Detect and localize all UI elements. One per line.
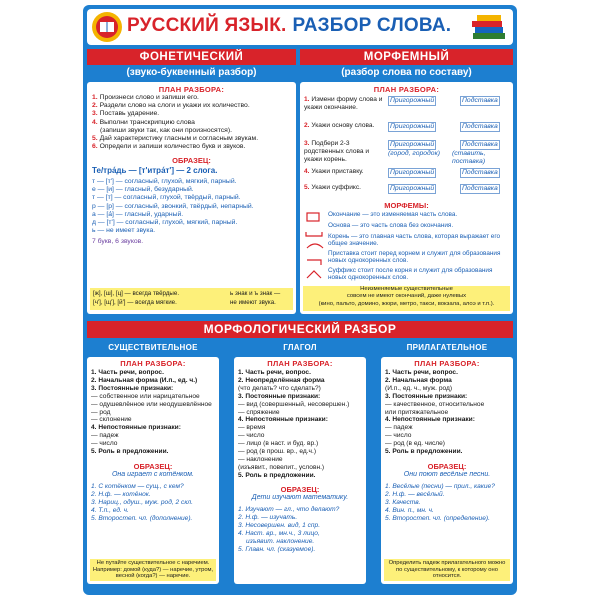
adjective-plan-title: ПЛАН РАЗБОРА: bbox=[414, 359, 480, 368]
plan-line: или притяжательное bbox=[385, 408, 449, 416]
plan-line: 1. Часть речи, вопрос. bbox=[238, 369, 311, 376]
plan-line: 3. Постоянные признаки: bbox=[385, 392, 468, 400]
example-line: 1. Весёлые (песни) — прил., какие? bbox=[385, 483, 495, 490]
morph-example: Подставка bbox=[462, 169, 498, 176]
phonetic-note bbox=[90, 288, 293, 310]
phonetic-steps bbox=[92, 94, 292, 151]
example-line: изъявит. наклонение. bbox=[246, 537, 315, 545]
phonetic-subtitle: (звуко-буквенный разбор) bbox=[126, 67, 257, 78]
morph-roots-1: (город, городок) bbox=[388, 150, 441, 157]
morphemes-title: МОРФЕМЫ: bbox=[384, 201, 429, 210]
sound-line: д — [т'] — согласный, глухой, мягкий, парный. bbox=[92, 219, 238, 227]
morpheme-def: Окончание — это изменяемая часть слова. bbox=[328, 211, 458, 218]
sound-line: ь — не имеет звука. bbox=[92, 227, 156, 235]
plan-line: — число bbox=[385, 432, 412, 440]
noun-example-sentence: Она играет с котёнком. bbox=[111, 471, 195, 478]
plan-line: — вид (совершенный, несовершен.) bbox=[238, 400, 350, 408]
sound-line: а — [а́] — гласный, ударный. bbox=[92, 210, 184, 218]
phonetic-step: (запиши звуки так, как они произносятся). bbox=[100, 126, 232, 134]
example-line: 5. Второстеп. чл. (определение). bbox=[385, 514, 490, 522]
plan-line: — число bbox=[91, 440, 118, 448]
example-line: 5. Главн. чл. (сказуемое). bbox=[238, 545, 316, 553]
morph-example: Пригорожный bbox=[390, 141, 435, 148]
plan-line: 5. Роль в предложении. bbox=[238, 471, 316, 479]
morphemic-note-line: Неизменяемые существительные bbox=[360, 286, 453, 292]
morphemic-plan-title: ПЛАН РАЗБОРА: bbox=[373, 85, 440, 94]
example-line: 5. Второстеп. чл. (дополнение). bbox=[91, 514, 193, 522]
verb-plan-title: ПЛАН РАЗБОРА: bbox=[267, 359, 333, 368]
plan-line: — число bbox=[238, 432, 265, 440]
morphemic-title: МОРФЕМНЫЙ bbox=[300, 49, 513, 65]
morphemic-subtitle: (разбор слова по составу) bbox=[341, 67, 472, 78]
plan-line: (изъявит., повелит., условн.) bbox=[238, 463, 325, 471]
morpheme-def: Корень — это главная часть слова, которая выражает его общее значение. bbox=[328, 233, 501, 248]
morphemic-note-line: совсем не имеют окончаний, даже нулевых bbox=[346, 293, 467, 300]
plan-line: — падеж bbox=[385, 424, 413, 432]
school-book-logo-icon bbox=[91, 11, 123, 43]
phonetic-step: 3. Поставь ударение. bbox=[92, 110, 160, 118]
example-line: 2. Н.ф. — изучать. bbox=[238, 513, 298, 521]
example-line: 4. Т.п., ед. ч. bbox=[91, 506, 129, 514]
plan-line: 3. Постоянные признаки: bbox=[91, 384, 174, 392]
plan-line: — собственное или нарицательное bbox=[91, 392, 200, 400]
morph-example: Подставка bbox=[462, 123, 498, 130]
morphemic-note-line: (кино, пальто, домино, жюри, метро, такси, вокзала, алоэ и т.п.). bbox=[318, 300, 495, 307]
plan-line: — спряжение bbox=[238, 408, 280, 416]
phonetic-note-hard: [ж], [ш], [ц] — всегда твёрдые. bbox=[93, 290, 180, 297]
plan-line: — склонение bbox=[91, 416, 132, 424]
plan-line: — наклонение bbox=[238, 455, 283, 463]
plan-line: 2. Начальная форма bbox=[385, 376, 452, 384]
noun-panel bbox=[87, 357, 219, 584]
phonetic-note-signs-2: не имеют звука. bbox=[230, 299, 276, 306]
morph-roots-2: (ставить, поставка) bbox=[452, 150, 486, 166]
adjective-example bbox=[385, 483, 511, 523]
example-line: 3. Качеств. bbox=[385, 498, 421, 506]
verb-plan bbox=[238, 369, 364, 480]
adjective-example-sentence: Они поют весёлые песни. bbox=[403, 471, 491, 478]
adjective-title: ПРИЛАГАТЕЛЬНОЕ bbox=[406, 343, 488, 352]
phonetic-note-soft: [ч'], [щ'], [й'] — всегда мягкие. bbox=[93, 299, 177, 306]
plan-line: 5. Роль в предложении. bbox=[91, 448, 169, 456]
adjective-panel bbox=[381, 357, 513, 584]
plan-line: — падеж bbox=[91, 432, 119, 440]
page-title bbox=[127, 15, 451, 37]
plan-line: 2. Неопределённая форма bbox=[238, 376, 325, 384]
plan-line: 2. Начальная форма (И.п., ед. ч.) bbox=[91, 376, 198, 384]
sound-line: т — [т] — согласный, глухой, твёрдый, парный. bbox=[92, 194, 241, 202]
plan-line: — время bbox=[238, 424, 266, 432]
phonetic-title: ФОНЕТИЧЕСКИЙ bbox=[87, 49, 296, 65]
morph-example: Пригорожный bbox=[390, 169, 435, 176]
noun-plan-title: ПЛАН РАЗБОРА: bbox=[120, 359, 186, 368]
morpheme-def: Приставка стоит перед корнем и служит для образования новых однокоренных слов. bbox=[328, 250, 501, 265]
morphemic-step: 3. Подбери 2-3 родственных слова и укажи корень. bbox=[304, 140, 370, 163]
phonetic-step: 2. Раздели слово на слоги и укажи их количество. bbox=[92, 102, 250, 110]
morpheme-def: Суффикс стоит после корня и служит для образования новых однокоренных слов. bbox=[328, 267, 493, 282]
morphemic-panel bbox=[300, 82, 513, 314]
phonetic-sounds bbox=[92, 178, 294, 247]
plan-line: 5. Роль в предложении. bbox=[385, 448, 463, 456]
morphemic-step: 1. Измени форму слова и укажи окончание. bbox=[304, 96, 383, 111]
morphemic-step: 2. Укажи основу слова. bbox=[304, 122, 375, 129]
example-line: 2. Н.ф. — котёнок. bbox=[91, 490, 151, 498]
adjective-plan bbox=[385, 369, 511, 456]
plan-line: 4. Непостоянные признаки: bbox=[385, 416, 475, 424]
example-line: 2. Н.ф. — весёлый. bbox=[385, 490, 445, 498]
morphemic-step: 5. Укажи суффикс. bbox=[304, 184, 361, 191]
phonetic-note-signs-1: ь знак и ъ знак — bbox=[230, 290, 281, 297]
adjective-note: Определить падеж прилагательного можно по существительному, к которому оно относится. bbox=[384, 559, 510, 581]
morpheme-signs-icon bbox=[304, 212, 326, 282]
plan-line: 4. Непостоянные признаки: bbox=[91, 424, 181, 432]
example-line: 1. Изучают — гл., что делают? bbox=[238, 506, 340, 513]
phonetic-example-word: Те/тра́дь — [т'итра́т'] — 2 слога. bbox=[92, 166, 218, 175]
example-line: 4. Наст. вр., мн.ч., 3 лицо, bbox=[238, 529, 320, 537]
morph-example: Пригорожный bbox=[390, 185, 435, 192]
verb-example-title: ОБРАЗЕЦ: bbox=[280, 485, 320, 494]
plan-line: — качественное, относительное bbox=[385, 400, 485, 408]
title-russian-language: РУССКИЙ ЯЗЫК. bbox=[127, 15, 287, 36]
phonetic-step: 1. Произнеси слово и запиши его. bbox=[92, 94, 199, 101]
plan-line: — род (в ед. числе) bbox=[385, 440, 445, 448]
noun-example-title: ОБРАЗЕЦ: bbox=[133, 462, 173, 471]
example-line: 3. Несовершен. вид, 1 спр. bbox=[238, 521, 321, 529]
morph-example: Подставка bbox=[462, 97, 498, 104]
title-word-analysis: РАЗБОР СЛОВА. bbox=[292, 15, 452, 36]
verb-title: ГЛАГОЛ bbox=[283, 343, 317, 352]
plan-line: (И.п., ед. ч., муж. род) bbox=[385, 384, 453, 392]
plan-line: — род bbox=[91, 408, 111, 416]
phonetic-step: 5. Дай характеристику гласным и согласным звукам. bbox=[92, 135, 259, 143]
morph-example: Пригорожный bbox=[390, 123, 435, 130]
verb-panel bbox=[234, 357, 366, 584]
example-line: 4. Вин. п., мн. ч. bbox=[385, 506, 434, 514]
noun-example bbox=[91, 483, 217, 523]
plan-line: (что делать? что сделать?) bbox=[238, 384, 321, 392]
plan-line: — лицо (в наст. и буд. вр.) bbox=[238, 440, 319, 448]
morphological-title: МОРФОЛОГИЧЕСКИЙ РАЗБОР bbox=[87, 321, 513, 338]
noun-note: Не путайте существительное с наречием. Например: домой (куда?) — наречие, утром, весной (когда?) — наречие. bbox=[90, 559, 216, 581]
morph-example: Подставка bbox=[462, 141, 498, 148]
noun-title: СУЩЕСТВИТЕЛЬНОЕ bbox=[108, 343, 198, 352]
plan-line: 1. Часть речи, вопрос. bbox=[385, 369, 458, 376]
plan-line: — одушевлённое или неодушевлённое bbox=[91, 400, 212, 408]
verb-example-sentence: Дети изучают математику. bbox=[251, 494, 349, 501]
morpheme-def: Основа — это часть слова без окончания. bbox=[328, 222, 454, 229]
sound-line: е — [и] — гласный, безударный. bbox=[92, 186, 194, 194]
sound-line: р — [р] — согласный, звонкий, твёрдый, непарный. bbox=[92, 202, 254, 210]
example-line: 1. С котёнком — сущ., с кем? bbox=[91, 483, 184, 490]
morphemic-step: 4. Укажи приставку. bbox=[304, 168, 364, 175]
verb-example bbox=[238, 506, 364, 553]
sound-line: т — [т'] — согласный, глухой, мягкий, парный. bbox=[92, 178, 237, 185]
stack-of-books-icon bbox=[469, 11, 509, 43]
morph-example: Подставка bbox=[462, 185, 498, 192]
phonetic-step: 4. Выполни транскрипцию слова bbox=[92, 118, 195, 126]
morph-example: Пригорожный bbox=[390, 97, 435, 104]
phonetic-panel bbox=[87, 82, 296, 314]
example-line: 3. Нариц., одуш., муж. род, 2 скл. bbox=[91, 498, 193, 506]
letters-sounds-count: 7 букв, 6 звуков. bbox=[92, 238, 144, 246]
plan-line: 1. Часть речи, вопрос. bbox=[91, 369, 164, 376]
phonetic-step: 6. Определи и запиши количество букв и звуков. bbox=[92, 143, 246, 151]
plan-line: 4. Непостоянные признаки: bbox=[238, 416, 328, 424]
morphemes-list bbox=[328, 211, 510, 284]
plan-line: — род (в прош. вр., ед.ч.) bbox=[238, 448, 317, 456]
phonetic-plan-title: ПЛАН РАЗБОРА: bbox=[158, 85, 225, 94]
phonetic-example-title: ОБРАЗЕЦ: bbox=[172, 156, 211, 165]
adjective-example-title: ОБРАЗЕЦ: bbox=[427, 462, 467, 471]
plan-line: 3. Постоянные признаки: bbox=[238, 392, 321, 400]
morphemic-note bbox=[303, 286, 510, 311]
poster bbox=[83, 5, 517, 595]
noun-plan bbox=[91, 369, 217, 456]
header bbox=[87, 9, 513, 45]
